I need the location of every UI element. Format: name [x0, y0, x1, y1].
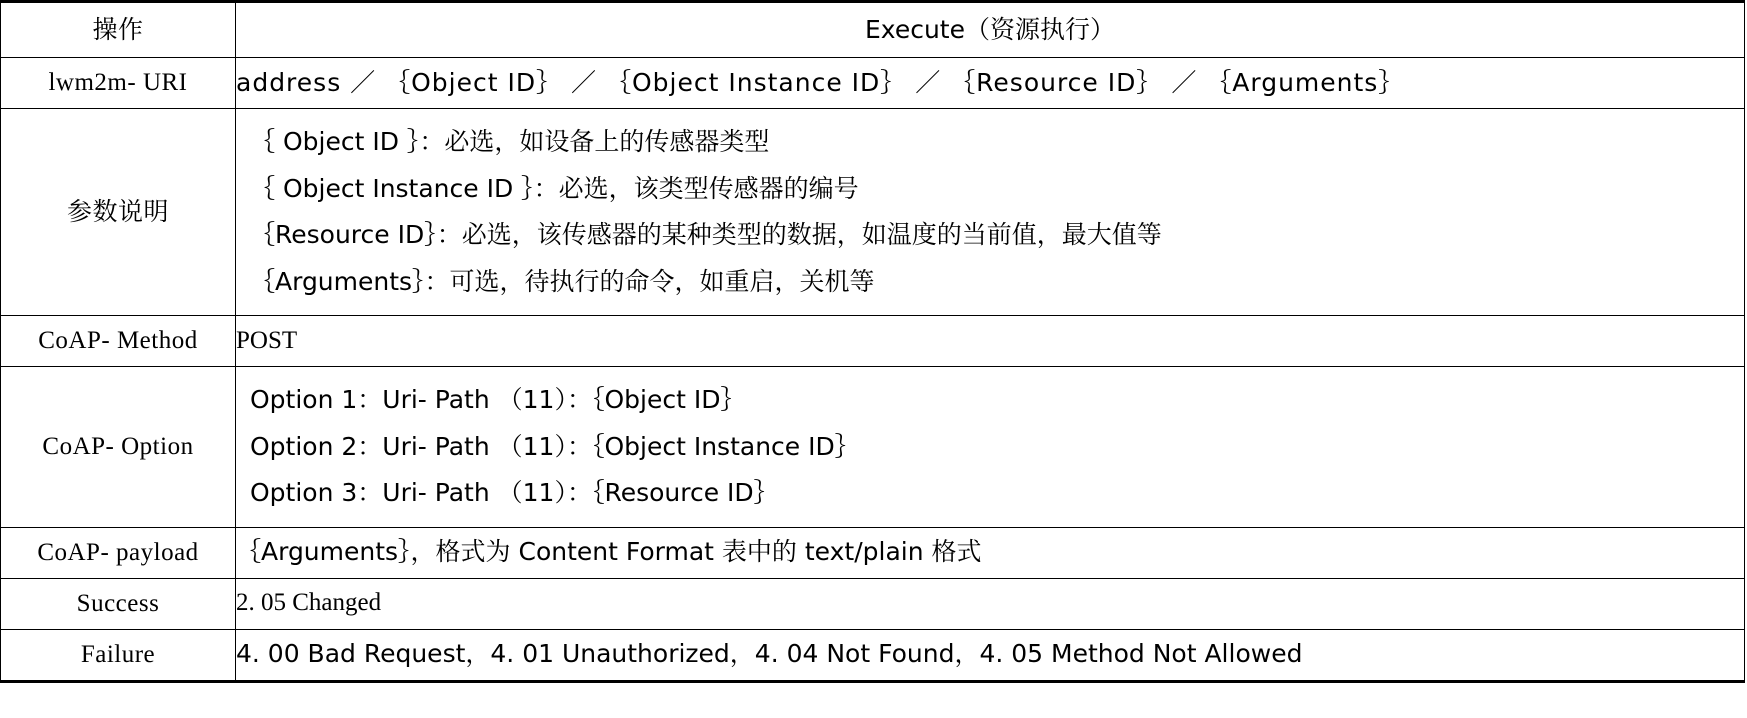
row-label-operation: 操作	[1, 2, 236, 58]
row-value-coap-option	[236, 367, 1745, 528]
row-label-lwm2m-uri: lwm2m- URI	[1, 58, 236, 109]
row-value-lwm2m-uri: address ／ ｛Object ID｝ ／ ｛Object Instance ID｝ ／ ｛Resource ID｝ ／ ｛Arguments｝	[236, 58, 1745, 109]
parameter-line-object-instance-id: ｛ Object Instance ID ｝：必选，该类型传感器的编号	[250, 173, 859, 203]
parameter-line-arguments: ｛Arguments｝：可选，待执行的命令，如重启，关机等	[250, 266, 875, 296]
option-line-1: Option 1：Uri- Path （11）：｛Object ID｝	[250, 385, 746, 414]
option-line-2: Option 2：Uri- Path （11）：｛Object Instance ID｝	[250, 431, 860, 461]
row-value-failure: 4. 00 Bad Request，4. 01 Unauthorized，4. 04 Not Found，4. 05 Method Not Allowed	[236, 629, 1745, 681]
parameter-line-resource-id: ｛Resource ID｝：必选，该传感器的某种类型的数据，如温度的当前值，最大值等	[250, 220, 1162, 249]
row-value-parameters	[236, 109, 1745, 316]
option-line-3: Option 3：Uri- Path （11）：｛Resource ID｝	[250, 478, 779, 507]
table-row	[1, 2, 1745, 58]
row-value-coap-payload: ｛Arguments｝，格式为 Content Format 表中的 text/plain 格式	[236, 527, 1745, 578]
table-row	[1, 578, 1745, 629]
option-lines	[236, 367, 1744, 527]
row-label-parameters: 参数说明	[1, 109, 236, 316]
parameter-line-object-id: ｛ Object ID ｝：必选，如设备上的传感器类型	[250, 127, 770, 156]
row-label-failure: Failure	[1, 629, 236, 681]
table-row	[1, 316, 1745, 367]
row-label-coap-option: CoAP- Option	[1, 367, 236, 528]
row-value-coap-method: POST	[236, 316, 1745, 367]
table-row	[1, 629, 1745, 681]
table-row	[1, 527, 1745, 578]
row-value-operation: Execute（资源执行）	[236, 2, 1745, 58]
table-row	[1, 58, 1745, 109]
row-label-coap-method: CoAP- Method	[1, 316, 236, 367]
row-value-success: 2. 05 Changed	[236, 578, 1745, 629]
parameter-lines	[236, 109, 1744, 315]
table-row	[1, 109, 1745, 316]
table-row	[1, 367, 1745, 528]
row-label-coap-payload: CoAP- payload	[1, 527, 236, 578]
row-label-success: Success	[1, 578, 236, 629]
